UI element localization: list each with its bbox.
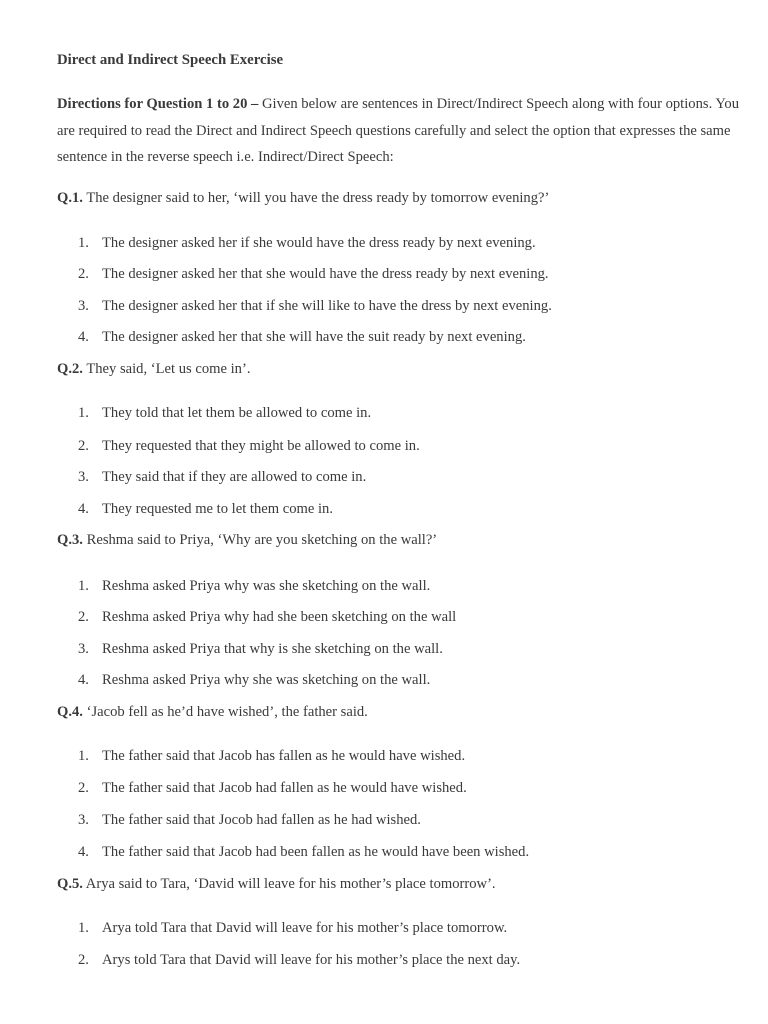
option-number: 3. [78,641,89,657]
question-2 [57,360,250,378]
option-number: 4. [78,844,89,860]
question-number: Q.3. [57,532,83,548]
document-title: Direct and Indirect Speech Exercise [57,52,284,68]
option-number: 2. [78,780,89,796]
option-number: 3. [78,469,89,485]
option-number: 1. [78,578,89,594]
option-text: The designer asked her that if she will like to have the dress by next evening. [102,298,552,314]
option-text: The designer asked her that she would have the dress ready by next evening. [102,266,549,282]
option-number: 3. [78,298,89,314]
option-text: Reshma asked Priya that why is she sketching on the wall. [102,641,443,657]
option-number: 4. [78,672,89,688]
question-3 [57,531,437,549]
question-5 [57,875,496,893]
option-text: Reshma asked Priya why had she been sketching on the wall [102,609,457,625]
option-text: They told that let them be allowed to come in. [102,405,372,421]
option-number: 1. [78,235,89,251]
option-text: The designer asked her if she would have the dress ready by next evening. [102,235,536,251]
directions-text: Given below are sentences in Direct/Indirect Speech along with four options. You are required to read the Direct and Indirect Speech questions carefully and select the option that expresses the same sentence in the reverse speech i.e. Indirect/Direct Speech: [57,96,739,165]
option-number: 1. [78,748,89,764]
question-text: Reshma said to Priya, ‘Why are you sketching on the wall?’ [82,532,438,548]
question-number: Q.2. [57,361,83,377]
option-number: 2. [78,952,89,968]
option-number: 2. [78,266,89,282]
option-number: 3. [78,812,89,828]
question-number: Q.5. [57,876,83,892]
option-text: The designer asked her that she will have the suit ready by next evening. [102,329,526,345]
option-number: 2. [78,438,89,454]
directions-paragraph [57,91,747,171]
question-text: The designer said to her, ‘will you have the dress ready by tomorrow evening?’ [82,190,550,206]
question-text: They said, ‘Let us come in’. [82,361,251,377]
question-text: ‘Jacob fell as he’d have wished’, the father said. [82,704,368,720]
option-number: 4. [78,329,89,345]
question-1 [57,189,549,207]
option-number: 2. [78,609,89,625]
option-number: 4. [78,501,89,517]
option-text: The father said that Jacob had been fallen as he would have been wished. [102,844,530,860]
option-text: The father said that Jacob has fallen as he would have wished. [102,748,466,764]
option-text: The father said that Jacob had fallen as he would have wished. [102,780,467,796]
question-text: Arya said to Tara, ‘David will leave for his mother’s place tomorrow’. [82,876,496,892]
directions-label: Directions for Question 1 to 20 – [57,96,259,112]
question-number: Q.1. [57,190,83,206]
option-text: Reshma asked Priya why was she sketching on the wall. [102,578,431,594]
option-number: 1. [78,920,89,936]
question-4 [57,703,368,721]
option-text: They said that if they are allowed to come in. [102,469,367,485]
option-text: Arya told Tara that David will leave for his mother’s place tomorrow. [102,920,508,936]
option-text: Reshma asked Priya why she was sketching on the wall. [102,672,431,688]
option-text: They requested that they might be allowed to come in. [102,438,420,454]
option-text: The father said that Jocob had fallen as he had wished. [102,812,421,828]
option-text: Arys told Tara that David will leave for his mother’s place the next day. [102,952,521,968]
option-text: They requested me to let them come in. [102,501,333,517]
option-number: 1. [78,405,89,421]
question-number: Q.4. [57,704,83,720]
